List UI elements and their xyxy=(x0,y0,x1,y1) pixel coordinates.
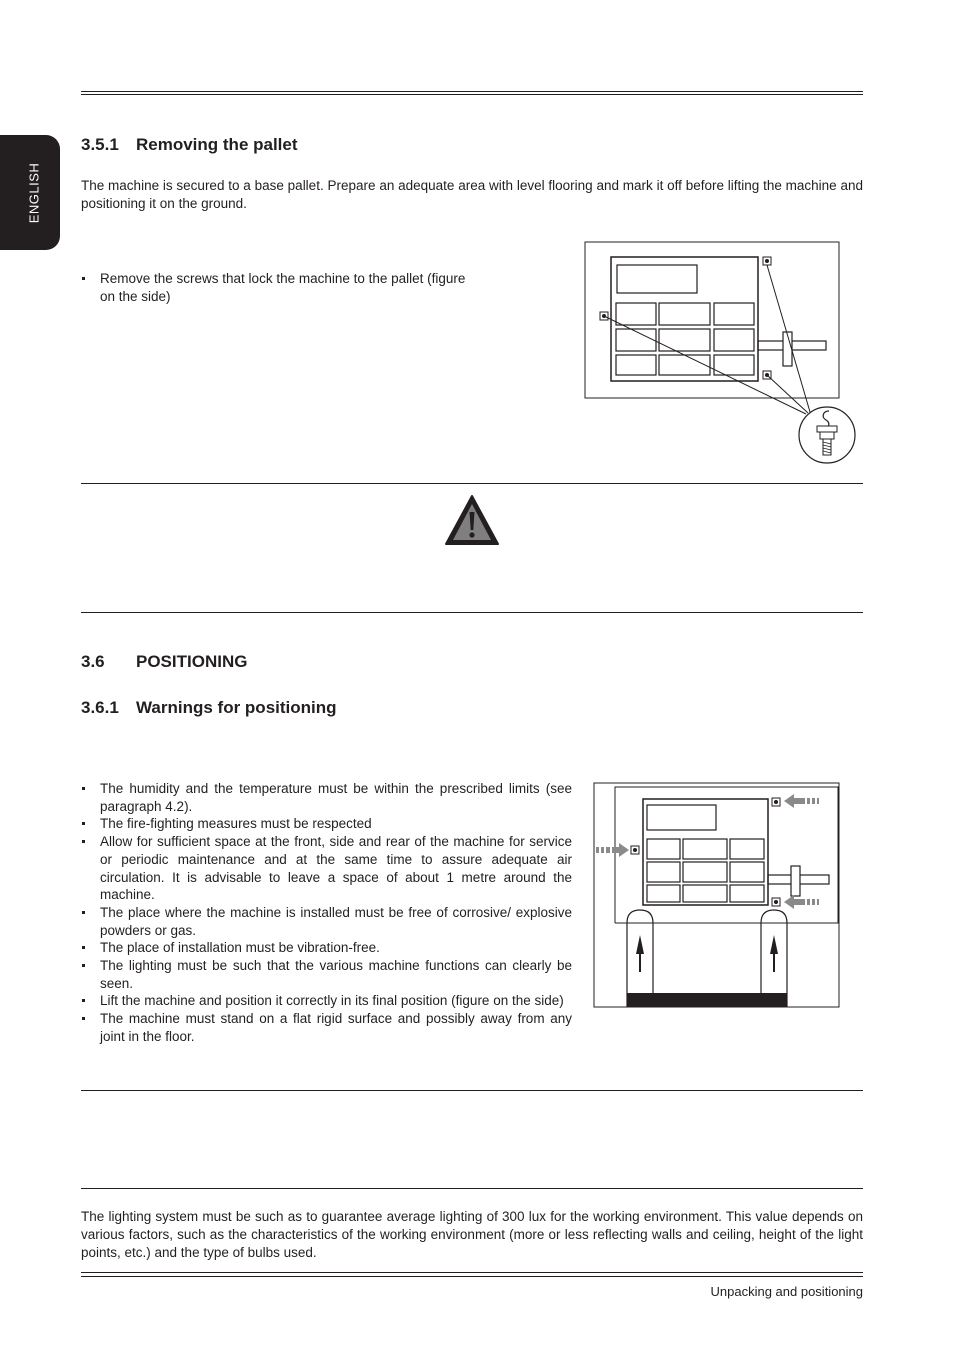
list-item: The place where the machine is installed must be free of corrosive/ explosive powders or gas. xyxy=(81,904,572,939)
list-item: Lift the machine and position it correctly in its final position (figure on the side) xyxy=(81,992,572,1010)
list-item: The fire-fighting measures must be respected xyxy=(81,815,572,833)
list-item: The lighting must be such that the various machine functions can clearly be seen. xyxy=(81,957,572,992)
pallet-bullet-list xyxy=(81,270,473,305)
lighting-mid-rule xyxy=(81,1188,863,1189)
list-item: Remove the screws that lock the machine to the pallet (figure on the side) xyxy=(81,270,473,305)
header-rule xyxy=(81,91,863,92)
footer-rule-2 xyxy=(81,1276,863,1277)
section-heading-3-6-1 xyxy=(81,698,337,718)
footer-section-label: Unpacking and positioning xyxy=(710,1284,863,1299)
warning-triangle-icon xyxy=(444,494,500,546)
positioning-bullet-list xyxy=(81,780,572,1046)
section-title: Warnings for positioning xyxy=(136,698,337,717)
section-heading-3-6 xyxy=(81,652,247,672)
section-number: 3.5.1 xyxy=(81,135,119,154)
section-number: 3.6.1 xyxy=(81,698,119,717)
section-number: 3.6 xyxy=(81,652,105,671)
pallet-screws-figure xyxy=(584,241,864,471)
lighting-top-rule xyxy=(81,1090,863,1091)
language-tab xyxy=(0,135,60,250)
header-rule-2 xyxy=(81,94,863,95)
footer-rule xyxy=(81,1272,863,1273)
list-item: The humidity and the temperature must be within the prescribed limits (see paragraph 4.2). xyxy=(81,780,572,815)
section-title: POSITIONING xyxy=(136,652,248,671)
language-tab-label: ENGLISH xyxy=(26,162,42,224)
section-title: Removing the pallet xyxy=(136,135,298,154)
warning-bottom-rule xyxy=(81,612,863,613)
section-heading-3-5-1 xyxy=(81,135,298,155)
pallet-intro-paragraph: The machine is secured to a base pallet. Prepare an adequate area with level flooring and mark it off before lifting the machine and positioning it on the ground. xyxy=(81,178,863,211)
list-item: The place of installation must be vibration-free. xyxy=(81,939,572,957)
lighting-paragraph: The lighting system must be such as to guarantee average lighting of 300 lux for the working environment. This value depends on various factors, such as the characteristics of the working environment (more or less reflecting walls and ceiling, height of the light points, etc.) and the type of bulbs used. xyxy=(81,1209,863,1260)
list-item: The machine must stand on a flat rigid surface and possibly away from any joint in the floor. xyxy=(81,1010,572,1045)
list-item: Allow for sufficient space at the front, side and rear of the machine for service or periodic maintenance and at the same time to assure adequate air circulation. It is advisable to leave a space of about 1 metre around the machine. xyxy=(81,833,572,904)
warning-top-rule xyxy=(81,483,863,484)
positioning-forklift-figure xyxy=(593,782,841,1009)
